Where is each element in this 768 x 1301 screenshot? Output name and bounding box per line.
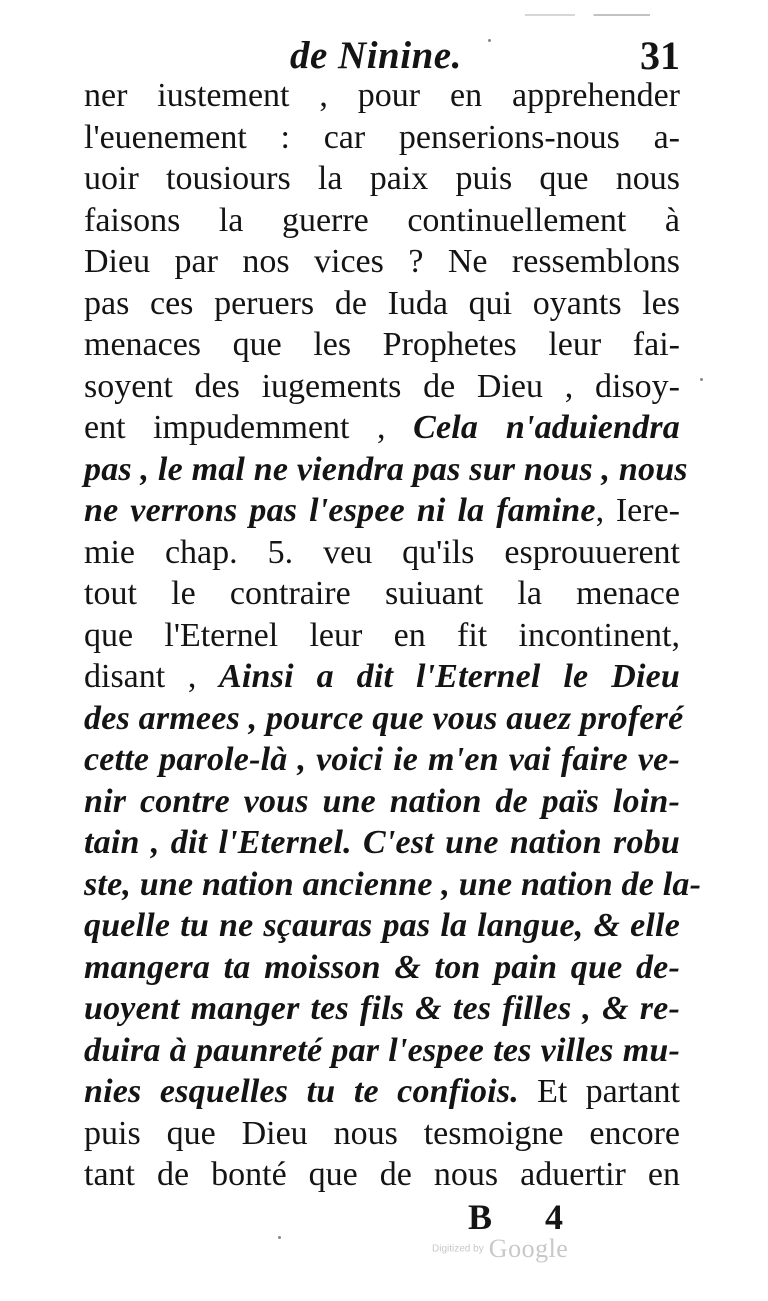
body-text: [84, 75, 702, 1196]
italic-quotation: Ainsi a dit l'Eternel le Dieu: [219, 658, 680, 695]
text-line: [84, 366, 680, 408]
roman-text: tant de bonté que de nous aduertir en: [84, 1156, 680, 1193]
ink-speck: [700, 378, 703, 381]
text-line: [84, 698, 684, 740]
text-line: [84, 1113, 680, 1155]
text-line: [84, 988, 680, 1030]
roman-text: que l'Eternel leur en fit incontinent,: [84, 616, 680, 654]
text-line: [84, 656, 680, 698]
text-line: [84, 241, 680, 283]
text-line: [84, 75, 680, 117]
text-line: [84, 283, 680, 325]
text-line: [84, 947, 680, 989]
italic-quotation: quelle tu ne sçauras pas la langue, & elle: [84, 907, 680, 944]
watermark-prefix: Digitized by: [432, 1243, 484, 1255]
roman-text: mie chap. 5. veu qu'ils esprouuerent: [84, 533, 680, 571]
italic-quotation: ne verrons pas l'espee ni la famine: [84, 492, 596, 529]
text-line: [84, 490, 680, 532]
italic-quotation: nies esquelles tu te confiois.: [84, 1073, 519, 1110]
text-line: [84, 117, 680, 159]
signature-mark: B 4: [468, 1197, 586, 1237]
page-number: 31: [640, 33, 680, 78]
italic-quotation: des armees , pource que vous auez proferé: [84, 699, 684, 737]
roman-text: ent impudemment ,: [84, 409, 414, 446]
roman-text: Dieu par nos vices ? Ne ressemblons: [84, 243, 680, 280]
roman-text: menaces que les Prophetes leur fai-: [84, 326, 680, 363]
italic-quotation: duira à paunreté par l'espee tes villes mu-: [84, 1031, 680, 1069]
text-line: [84, 1030, 680, 1072]
text-line: [84, 200, 680, 242]
roman-text: l'euenement : car penserions-nous a-: [84, 118, 680, 156]
top-rule-mark: [525, 14, 650, 16]
running-title: de Ninine.: [290, 34, 462, 77]
ink-speck: [488, 39, 491, 42]
italic-quotation: pas , le mal ne viendra pas sur nous , nous: [84, 450, 688, 488]
text-line: [84, 905, 680, 947]
text-line: [84, 573, 680, 615]
roman-text: uoir tousiours la paix puis que nous: [84, 160, 680, 197]
roman-text: Et partant: [518, 1073, 680, 1110]
italic-quotation: cette parole-là , voici ie m'en vai faire ve-: [84, 741, 680, 778]
text-line: [84, 158, 680, 200]
italic-quotation: tain , dit l'Eternel. C'est une nation robu: [84, 824, 680, 861]
text-line: [84, 532, 680, 574]
text-line: [84, 739, 680, 781]
italic-quotation: Cela n'aduiendra: [413, 409, 680, 446]
text-line: [84, 407, 680, 449]
roman-text: pas ces peruers de Iuda qui oyants les: [84, 284, 680, 322]
roman-text: ner iustement , pour en apprehender: [84, 77, 680, 114]
text-line: [84, 1071, 680, 1113]
italic-quotation: uoyent manger tes fils & tes filles , & re-: [84, 990, 680, 1027]
italic-quotation: ste, une nation ancienne , une nation de la-: [84, 865, 702, 903]
roman-text: soyent des iugements de Dieu , disoy-: [84, 367, 680, 405]
roman-text: tout le contraire suiuant la menace: [84, 575, 680, 612]
text-line: [84, 449, 688, 491]
ink-speck: [278, 1236, 281, 1239]
text-line: [84, 822, 680, 864]
text-line: [84, 615, 680, 657]
roman-text: disant ,: [84, 658, 220, 695]
roman-text: faisons la guerre continuellement à: [84, 201, 680, 239]
italic-quotation: nir contre vous une nation de païs loin-: [84, 782, 680, 820]
roman-text: puis que Dieu nous tesmoigne encore: [84, 1114, 680, 1152]
italic-quotation: mangera ta moisson & ton pain que de-: [84, 948, 680, 986]
digitization-watermark: [432, 1234, 632, 1264]
text-line: [84, 324, 680, 366]
watermark-brand: Google: [488, 1234, 569, 1263]
text-line: [84, 781, 680, 823]
text-line: [84, 1154, 680, 1196]
text-line: [84, 864, 702, 906]
roman-text: , Iere-: [595, 492, 680, 529]
